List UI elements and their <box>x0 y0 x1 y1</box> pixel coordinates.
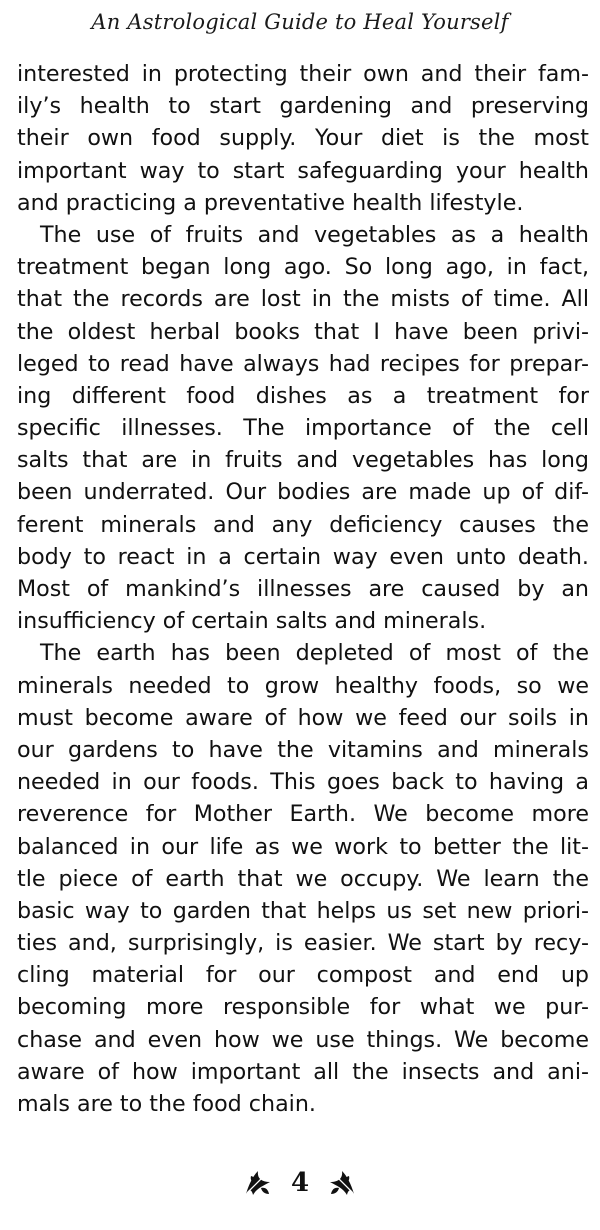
text-line: reverence for Mother Earth. We become more <box>17 801 589 828</box>
running-head: An Astrological Guide to Heal Yourself <box>91 10 509 34</box>
text-line: tle piece of earth that we occupy. We learn the <box>17 865 589 892</box>
text-line: must become aware of how we feed our soils in <box>17 704 589 731</box>
text-line: leged to read have always had recipes for prepar- <box>17 350 589 377</box>
text-line: important way to start safeguarding your health <box>17 157 589 184</box>
text-line: chase and even how we use things. We become <box>17 1026 589 1053</box>
text-line: ily’s health to start gardening and preserving <box>17 93 589 120</box>
text-line: insufficiency of certain salts and minerals. <box>17 608 487 635</box>
text-line: ties and, surprisingly, is easier. We start by recy- <box>17 930 589 957</box>
text-line: The earth has been depleted of most of the <box>40 640 589 667</box>
text-line: their own food supply. Your diet is the most <box>17 125 589 152</box>
text-line: Most of mankind’s illnesses are caused by an <box>17 576 589 602</box>
text-line: balanced in our life as we work to better the lit- <box>17 833 589 860</box>
leaf-ornament-icon <box>327 1168 357 1198</box>
text-line: that the records are lost in the mists of time. All <box>17 286 589 313</box>
text-line: minerals needed to grow healthy foods, so we <box>17 672 589 699</box>
text-line: mals are to the food chain. <box>17 1091 316 1117</box>
text-line: and practicing a preventative health lifestyle. <box>17 189 524 216</box>
text-line: been underrated. Our bodies are made up of dif- <box>17 479 589 506</box>
text-line: cling material for our compost and end up <box>17 962 589 989</box>
text-line: treatment began long ago. So long ago, in fact, <box>17 254 589 281</box>
text-line: The use of fruits and vegetables as a health <box>40 221 589 248</box>
text-line: basic way to garden that helps us set new priori- <box>17 897 589 924</box>
text-line: our gardens to have the vitamins and minerals <box>17 736 589 763</box>
text-line: ing different food dishes as a treatment for <box>17 382 589 409</box>
text-line: interested in protecting their own and their fam- <box>17 61 589 87</box>
text-line: aware of how important all the insects and ani- <box>17 1058 589 1085</box>
body-text <box>17 58 589 1120</box>
page-number: 4 <box>290 1168 310 1198</box>
text-line: needed in our foods. This goes back to having a <box>17 769 589 796</box>
text-line: the oldest herbal books that I have been privi- <box>17 318 589 345</box>
text-line: salts that are in fruits and vegetables has long <box>17 447 589 474</box>
text-line: ferent minerals and any deficiency causes the <box>17 511 589 538</box>
leaf-ornament-icon <box>243 1168 273 1198</box>
page-footer <box>0 1163 600 1203</box>
text-line: becoming more responsible for what we pur- <box>17 994 589 1021</box>
text-line: specific illnesses. The importance of the cell <box>17 415 589 442</box>
text-line: body to react in a certain way even unto death. <box>17 543 589 570</box>
